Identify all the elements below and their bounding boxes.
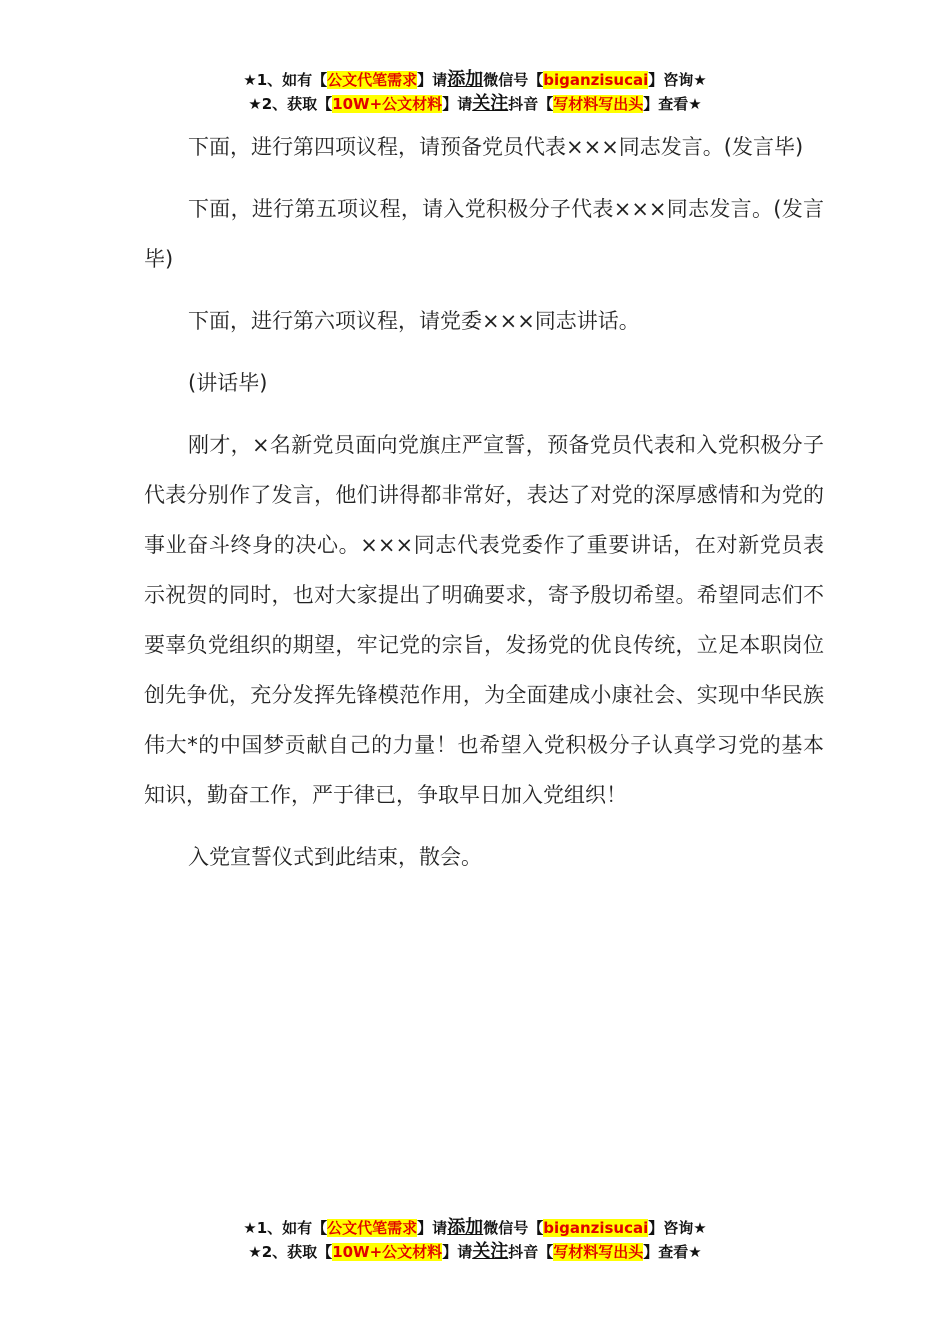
promo-emphasis: 关注 [472, 1241, 509, 1262]
paragraph: 下面，进行第五项议程，请入党积极分子代表×××同志发言。(发言毕) [144, 197, 824, 271]
promo-text: 】请 [417, 1219, 448, 1237]
paragraph: (讲话毕) [188, 371, 268, 395]
paragraph: 入党宣誓仪式到此结束，散会。 [188, 845, 482, 869]
promo-highlight: 公文代笔需求 [327, 71, 418, 89]
promo-text: 微信号【 [483, 71, 544, 89]
promo-text: 】请 [417, 71, 448, 89]
promo-text: ★2、获取【 [248, 95, 333, 113]
promo-highlight: 写材料写出头 [553, 1243, 644, 1261]
promo-text: 微信号【 [483, 1219, 544, 1237]
promo-text: 抖音【 [508, 1243, 554, 1261]
document-body [144, 122, 824, 894]
promo-text: 】请 [442, 95, 473, 113]
promo-text: 】咨询★ [648, 1219, 707, 1237]
promo-text: 】咨询★ [648, 71, 707, 89]
promo-text: ★1、如有【 [243, 1219, 328, 1237]
promo-line-2 [0, 92, 950, 116]
promo-line-1 [0, 1216, 950, 1240]
promo-highlight: 10W+公文材料 [332, 95, 443, 113]
promo-line-2 [0, 1240, 950, 1264]
paragraph: 下面，进行第四项议程，请预备党员代表×××同志发言。(发言毕) [188, 135, 804, 159]
promo-text: ★1、如有【 [243, 71, 328, 89]
paragraph: 刚才，×名新党员面向党旗庄严宣誓，预备党员代表和入党积极分子代表分别作了发言，他们讲得都非常好，表达了对党的深厚感情和为党的事业奋斗终身的决心。×××同志代表党委作了重要讲话，在对新党员表示祝贺的同时，也对大家提出了明确要求，寄予殷切希望。希望同志们不要辜负党组织的期望，牢记党的宗旨，发扬党的优良传统，立足本职岗位创先争优，充分发挥先锋模范作用，为全面建成小康社会、实现中华民族伟大*的中国梦贡献自己的力量！也希望入党积极分子认真学习党的基本知识，勤奋工作，严于律已，争取早日加入党组织！ [144, 433, 824, 807]
footer-promo-banner [0, 1216, 950, 1264]
promo-text: 】查看★ [643, 95, 702, 113]
promo-text: ★2、获取【 [248, 1243, 333, 1261]
promo-highlight: biganzisucai [543, 71, 649, 89]
promo-text: 】查看★ [643, 1243, 702, 1261]
header-promo-banner [0, 68, 950, 116]
promo-highlight: 公文代笔需求 [327, 1219, 418, 1237]
promo-emphasis: 添加 [447, 69, 484, 90]
promo-highlight: 写材料写出头 [553, 95, 644, 113]
promo-text: 抖音【 [508, 95, 554, 113]
promo-text: 】请 [442, 1243, 473, 1261]
promo-line-1 [0, 68, 950, 92]
promo-emphasis: 关注 [472, 93, 509, 114]
paragraph: 下面，进行第六项议程，请党委×××同志讲话。 [188, 309, 640, 333]
promo-highlight: 10W+公文材料 [332, 1243, 443, 1261]
promo-emphasis: 添加 [447, 1217, 484, 1238]
promo-highlight: biganzisucai [543, 1219, 649, 1237]
